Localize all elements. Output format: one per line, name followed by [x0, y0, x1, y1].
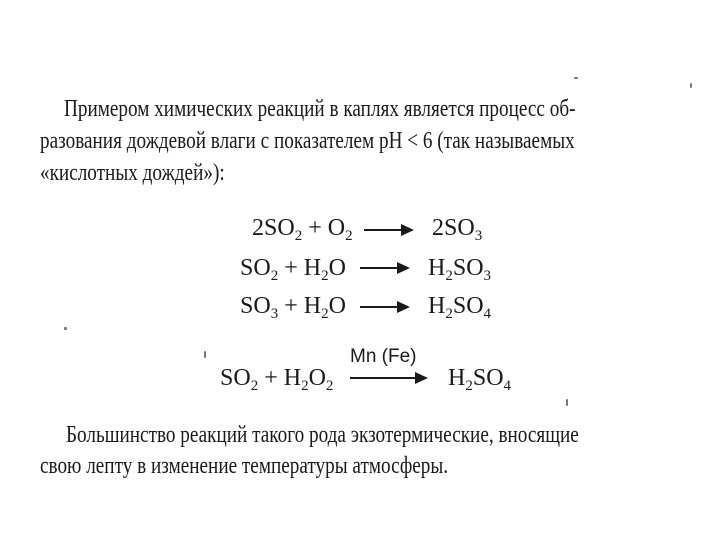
- intro-line-2: разования дождевой влаги с показателем pH < 6 (так называемых: [40, 128, 575, 154]
- formula-text: + O: [302, 215, 346, 241]
- formula-subscript: 2: [325, 378, 334, 394]
- conclusion-line-1: Большинство реакций такого рода экзотермические, вносящие: [66, 422, 579, 448]
- formula-subscript: 2: [445, 268, 453, 284]
- formula-subscript: 3: [270, 306, 279, 322]
- formula-text: SO: [240, 293, 271, 319]
- formula-subscript: 3: [483, 268, 492, 284]
- scan-speck: [64, 327, 67, 330]
- formula-subscript: 2: [321, 268, 329, 284]
- reaction-3-right: [428, 293, 492, 322]
- formula-subscript: 2: [465, 378, 473, 394]
- formula-subscript: 2: [445, 306, 453, 322]
- reaction-4-left: [220, 365, 334, 394]
- formula-text: SO: [472, 365, 504, 391]
- formula-text: + H: [258, 365, 302, 391]
- reaction-arrow: [364, 229, 412, 231]
- formula-text: SO: [452, 255, 484, 281]
- formula-subscript: 2: [270, 268, 279, 284]
- intro-line-3: «кислотных дождей»):: [40, 160, 225, 186]
- intro-line-1: Примером химических реакций в каплях является процесс об-: [64, 96, 576, 122]
- formula-text: SO: [220, 365, 251, 391]
- reaction-4-right: [448, 365, 512, 394]
- formula-subscript: 3: [474, 228, 483, 244]
- formula-text: H: [428, 255, 446, 281]
- formula-subscript: 4: [503, 378, 512, 394]
- reaction-2-left: [240, 255, 346, 284]
- formula-text: SO: [240, 255, 271, 281]
- reaction-arrow: [350, 377, 426, 379]
- scan-speck: [574, 77, 578, 79]
- formula-subscript: 2: [250, 378, 259, 394]
- reaction-arrow: [360, 306, 408, 308]
- scan-speck: [690, 83, 692, 88]
- formula-subscript: 2: [301, 378, 309, 394]
- formula-subscript: 2: [321, 306, 329, 322]
- formula-text: 2SO: [252, 215, 295, 241]
- reaction-3-left: [240, 293, 346, 322]
- formula-subscript: 2: [345, 228, 353, 244]
- formula-text: 2SO: [432, 215, 475, 241]
- scan-speck: [204, 351, 206, 358]
- reaction-2-right: [428, 255, 492, 284]
- conclusion-line-2: свою лепту в изменение температуры атмосферы.: [40, 453, 449, 479]
- formula-text: O: [328, 255, 346, 281]
- formula-text: SO: [452, 293, 484, 319]
- scan-speck: [566, 399, 568, 406]
- formula-text: + H: [278, 293, 322, 319]
- formula-subscript: 4: [483, 306, 492, 322]
- formula-subscript: 2: [294, 228, 303, 244]
- formula-text: H: [428, 293, 446, 319]
- catalyst-label: Mn (Fe): [350, 346, 417, 367]
- formula-text: O: [328, 293, 346, 319]
- reaction-arrow: [360, 267, 408, 269]
- formula-text: O: [308, 365, 326, 391]
- formula-text: + H: [278, 255, 322, 281]
- reaction-1-right: [432, 215, 483, 244]
- formula-text: H: [448, 365, 466, 391]
- reaction-1-left: [252, 215, 353, 244]
